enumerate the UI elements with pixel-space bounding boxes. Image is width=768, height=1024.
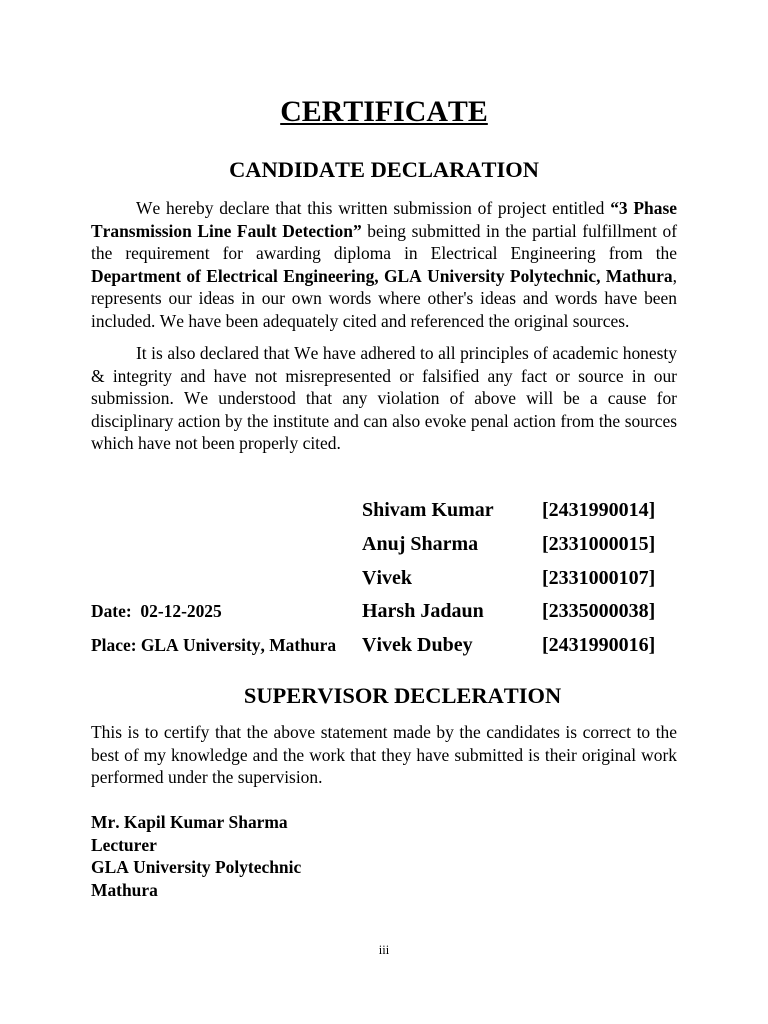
candidate-roll-number: [2335000038]	[542, 600, 656, 623]
paragraph-1-intro-text: We hereby declare that this written submission of project entitled	[136, 198, 611, 218]
supervisor-designation: Lecturer	[91, 834, 157, 855]
project-title: “3 Phase Transmission Line Fault Detection”	[91, 198, 677, 241]
signature-row	[91, 562, 677, 596]
declaration-place: Place: GLA University, Mathura	[91, 635, 337, 655]
page-number: iii	[378, 943, 390, 957]
candidate-roll-number: [2331000107]	[542, 566, 656, 589]
supervisor-declaration-heading: SUPERVISOR DECLERATION	[243, 683, 562, 708]
candidate-declaration-paragraph-2: It is also declared that We have adhered to all principles of academic honesty & integrity and have not misrepresented or falsified any fact or source in our submission. We understood that any violation of above will be a cause for disciplinary action by the institute and can also evoke penal action from the sources which have not been properly cited.	[91, 343, 677, 454]
signature-row	[91, 494, 677, 528]
signature-row	[91, 595, 677, 629]
signature-row	[91, 528, 677, 562]
candidate-name: Shivam Kumar	[362, 499, 494, 521]
candidate-name: Vivek	[362, 566, 412, 589]
candidate-roll-number: [2431990014]	[542, 499, 656, 521]
candidate-declaration-paragraph-1	[91, 197, 677, 333]
department-name: Department of Electrical Engineering, GLA University Polytechnic, Mathura	[91, 265, 673, 286]
signature-row	[91, 629, 677, 663]
paragraph-1-closing-text: , represents our ideas in our own words where other's ideas and words have been included. We have been adequately cited and referenced the original sources.	[91, 265, 677, 331]
certificate-title: CERTIFICATE	[280, 95, 488, 128]
candidate-roll-number: [2331000015]	[542, 532, 656, 555]
supervisor-name: Mr. Kapil Kumar Sharma	[91, 812, 288, 832]
supervisor-declaration-paragraph: This is to certify that the above statement made by the candidates is correct to the best of my knowledge and the work that they have submitted is their original work performed under the supervision.	[91, 722, 677, 788]
paragraph-1-middle-text: being submitted in the partial fulfillment of the requirement for awarding diploma in Electrical Engineering from the	[91, 220, 677, 264]
candidate-declaration-heading: CANDIDATE DECLARATION	[229, 157, 539, 182]
declaration-date: Date: 02-12-2025	[91, 601, 222, 622]
signature-block	[91, 494, 677, 663]
supervisor-city: Mathura	[91, 879, 158, 900]
supervisor-institution: GLA University Polytechnic	[91, 857, 302, 877]
candidate-name: Anuj Sharma	[362, 532, 479, 555]
candidate-roll-number: [2431990016]	[542, 634, 656, 656]
candidate-name: Vivek Dubey	[362, 634, 473, 656]
supervisor-details	[91, 811, 677, 901]
candidate-name: Harsh Jadaun	[362, 600, 484, 623]
